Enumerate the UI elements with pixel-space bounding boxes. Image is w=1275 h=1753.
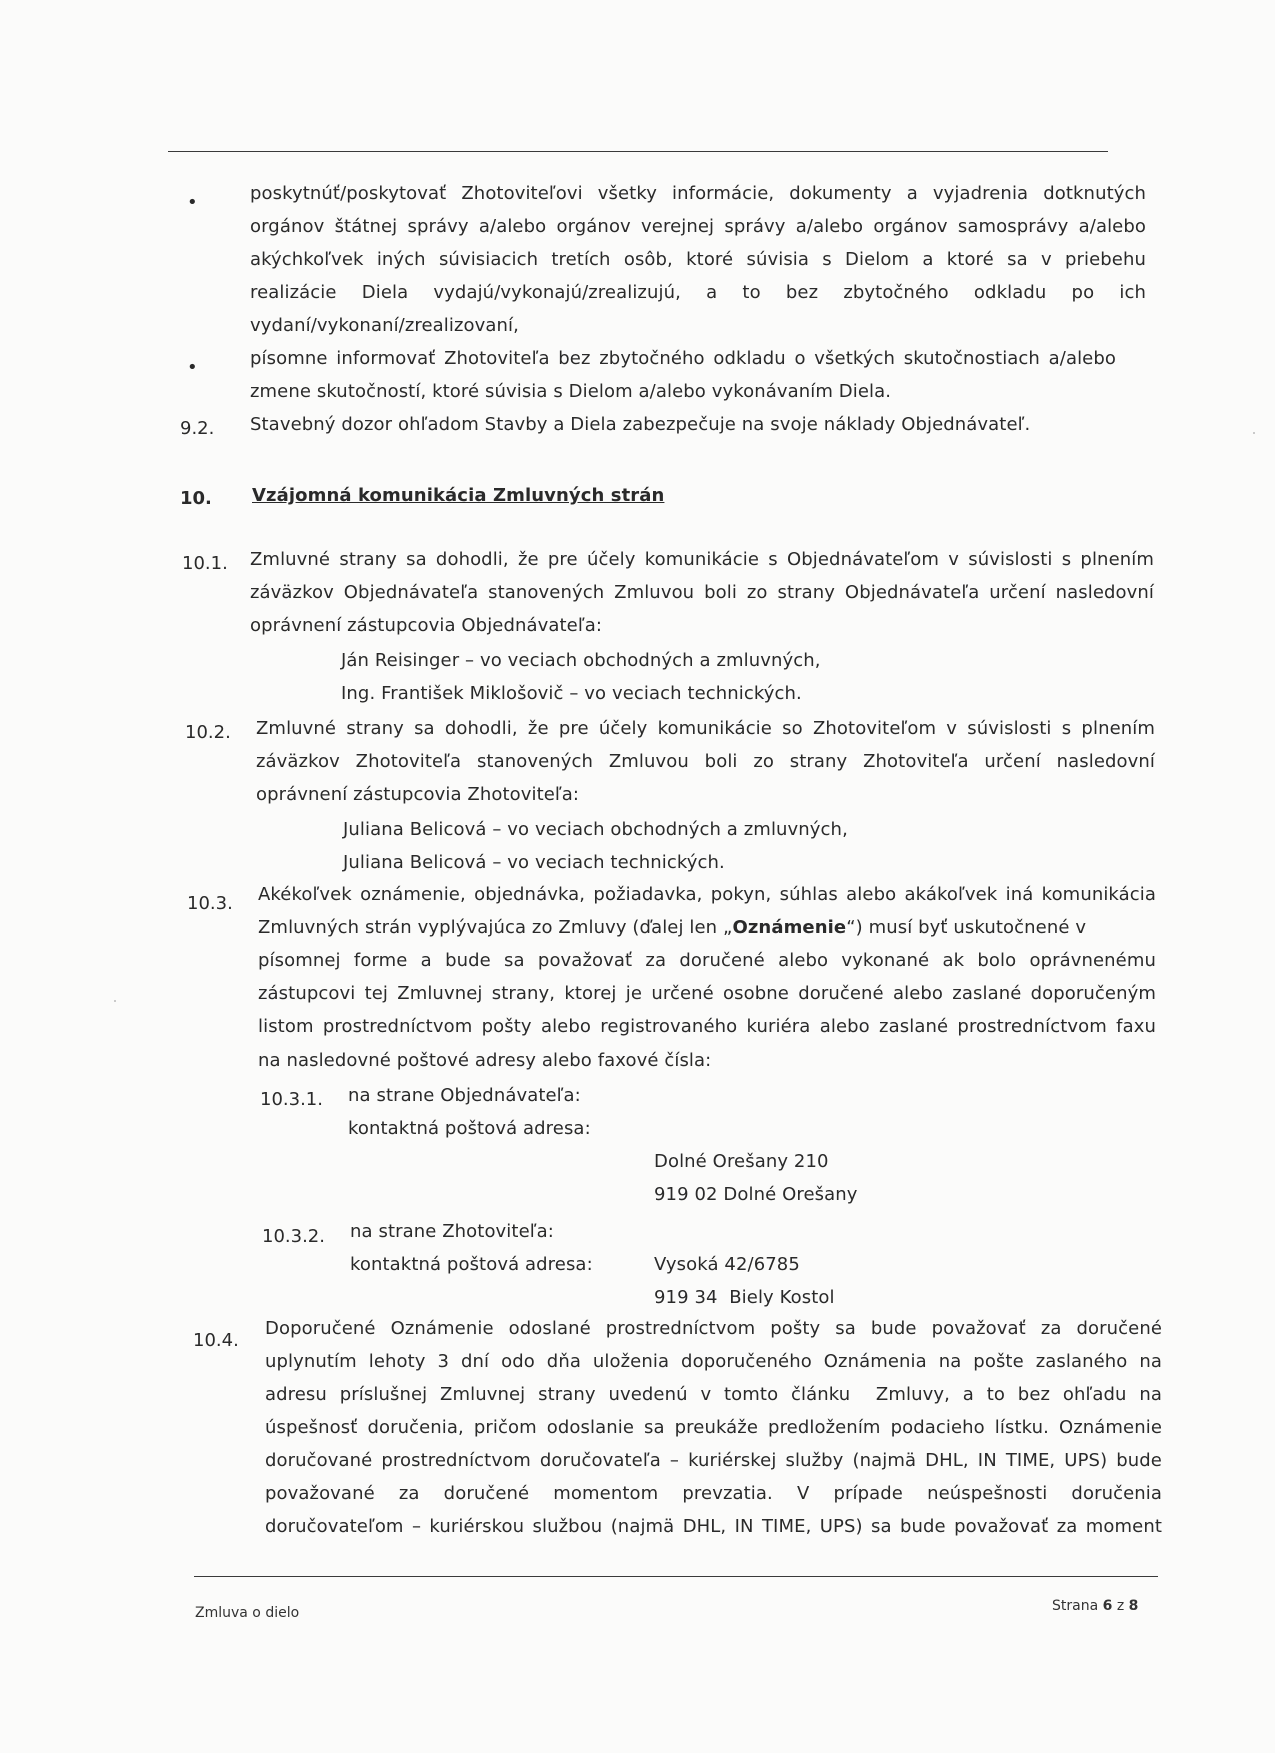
bullet-1-line-2: orgánov štátnej správy a/alebo orgánov verejnej správy a/alebo orgánov samosprávy a/alebo — [250, 216, 1146, 237]
clause-10-3-line-4: zástupcovi tej Zmluvnej strany, ktorej je určené osobne doručené alebo zaslané doporučeným — [258, 983, 1156, 1004]
page-prefix: Strana — [1052, 1598, 1099, 1614]
header-rule — [168, 151, 1108, 152]
text: “) musí byť uskutočnené v — [846, 917, 1087, 938]
clause-number-10-3-1: 10.3.1. — [260, 1089, 323, 1110]
clause-10-2-line-2: záväzkov Zhotoviteľa stanovených Zmluvou boli zo strany Zhotoviteľa určení nasledovní — [256, 751, 1155, 772]
clause-10-3-line-1: Akékoľvek oznámenie, objednávka, požiadavka, pokyn, súhlas alebo akákoľvek iná komunikácia — [258, 884, 1156, 905]
scan-speck — [114, 1000, 116, 1002]
clause-number-10-4: 10.4. — [193, 1330, 239, 1351]
clause-10-4-line-5: doručované prostredníctvom doručovateľa – kuriérskej služby (najmä DHL, IN TIME, UPS) bude — [265, 1450, 1162, 1471]
clause-10-1-line-3: oprávnení zástupcovia Objednávateľa: — [250, 615, 602, 636]
clause-number-10-1: 10.1. — [182, 553, 228, 574]
page-separator: z — [1116, 1598, 1125, 1614]
bullet-1-line-5: vydaní/vykonaní/zrealizovaní, — [250, 315, 519, 336]
clause-10-2-line-1: Zmluvné strany sa dohodli, že pre účely komunikácie so Zhotoviteľom v súvislosti s plnením — [256, 718, 1155, 739]
clause-10-1-line-1: Zmluvné strany sa dohodli, že pre účely komunikácie s Objednávateľom v súvislosti s plnením — [250, 549, 1154, 570]
bullet-icon: • — [187, 357, 198, 378]
address-1-line-1: Dolné Orešany 210 — [654, 1151, 829, 1172]
section-10-title: Vzájomná komunikácia Zmluvných strán — [252, 485, 665, 506]
clause-10-4-line-6: považované za doručené momentom prevzatia. V prípade neúspešnosti doručenia — [265, 1483, 1162, 1504]
bullet-1-line-4: realizácie Diela vydajú/vykonajú/zrealizujú, a to bez zbytočného odkladu po ich — [250, 282, 1146, 303]
party-zhotovitel: na strane Zhotoviteľa: — [350, 1221, 554, 1242]
clause-number-9-2: 9.2. — [180, 418, 215, 439]
bullet-2-line-1: písomne informovať Zhotoviteľa bez zbytočného odkladu o všetkých skutočnostiach a/alebo — [250, 348, 1116, 369]
address-2-line-1: Vysoká 42/6785 — [654, 1254, 800, 1275]
representative-2: Ing. František Miklošovič – vo veciach technických. — [341, 683, 802, 704]
clause-10-2-line-3: oprávnení zástupcovia Zhotoviteľa: — [256, 784, 580, 805]
defined-term-oznamenie: Oznámenie — [732, 917, 847, 938]
clause-10-3-line-6: na nasledovné poštové adresy alebo faxové čísla: — [258, 1050, 712, 1071]
clause-number-10-3: 10.3. — [187, 893, 233, 914]
bullet-icon: • — [187, 192, 198, 213]
clause-10-4-line-2: uplynutím lehoty 3 dní odo dňa uloženia doporučeného Oznámenia na pošte zaslaného na — [265, 1351, 1162, 1372]
bullet-2-line-2: zmene skutočností, ktoré súvisia s Dielom a/alebo vykonávaním Diela. — [250, 381, 892, 402]
representative-1: Ján Reisinger – vo veciach obchodných a zmluvných, — [341, 650, 821, 671]
footer-page-number — [1052, 1598, 1138, 1614]
bullet-1-line-1: poskytnúť/poskytovať Zhotoviteľovi všetky informácie, dokumenty a vyjadrenia dotknutých — [250, 183, 1146, 204]
text: Zmluvných strán vyplývajúca zo Zmluvy (ďalej len „ — [258, 917, 733, 938]
clause-10-3-line-3: písomnej forme a bude sa považovať za doručené alebo vykonané ak bolo oprávnenému — [258, 950, 1156, 971]
bullet-1-line-3: akýchkoľvek iných súvisiacich tretích osôb, ktoré súvisia s Dielom a ktoré sa v priebehu — [250, 249, 1146, 270]
postal-address-label-1: kontaktná poštová adresa: — [348, 1118, 591, 1139]
page-total: 8 — [1128, 1598, 1139, 1614]
clause-10-4-line-4: úspešnosť doručenia, pričom odoslanie sa preukáže predložením podacieho lístku. Oznámenie — [265, 1417, 1162, 1438]
clause-10-4-line-3: adresu príslušnej Zmluvnej strany uvedenú v tomto článku Zmluvy, a to bez ohľadu na — [265, 1384, 1162, 1405]
section-number-10: 10. — [180, 488, 212, 509]
clause-10-3-line-5: listom prostredníctvom pošty alebo registrovaného kuriéra alebo zaslané prostredníctvom faxu — [258, 1016, 1156, 1037]
party-objednavatel: na strane Objednávateľa: — [348, 1085, 581, 1106]
clause-9-2-text: Stavebný dozor ohľadom Stavby a Diela zabezpečuje na svoje náklady Objednávateľ. — [250, 414, 1031, 435]
clause-10-3-line-2-start — [258, 917, 1086, 938]
representative-3: Juliana Belicová – vo veciach obchodných a zmluvných, — [343, 819, 848, 840]
page-current: 6 — [1102, 1598, 1113, 1614]
postal-address-label-2: kontaktná poštová adresa: — [350, 1254, 593, 1275]
address-2-line-2: 919 34 Biely Kostol — [654, 1287, 835, 1308]
clause-10-4-line-1: Doporučené Oznámenie odoslané prostredníctvom pošty sa bude považovať za doručené — [265, 1318, 1162, 1339]
clause-10-1-line-2: záväzkov Objednávateľa stanovených Zmluvou boli zo strany Objednávateľa určení nasledovní — [250, 582, 1154, 603]
clause-10-3-line-2 — [258, 917, 1156, 938]
footer-rule — [194, 1576, 1158, 1577]
footer-document-title: Zmluva o dielo — [195, 1605, 300, 1621]
address-1-line-2: 919 02 Dolné Orešany — [654, 1184, 858, 1205]
clause-10-4-line-7: doručovateľom – kuriérskou službou (najmä DHL, IN TIME, UPS) sa bude považovať za moment — [265, 1516, 1162, 1537]
clause-number-10-3-2: 10.3.2. — [262, 1226, 325, 1247]
scan-speck — [1253, 432, 1255, 434]
clause-number-10-2: 10.2. — [185, 722, 231, 743]
representative-4: Juliana Belicová – vo veciach technických. — [343, 852, 725, 873]
